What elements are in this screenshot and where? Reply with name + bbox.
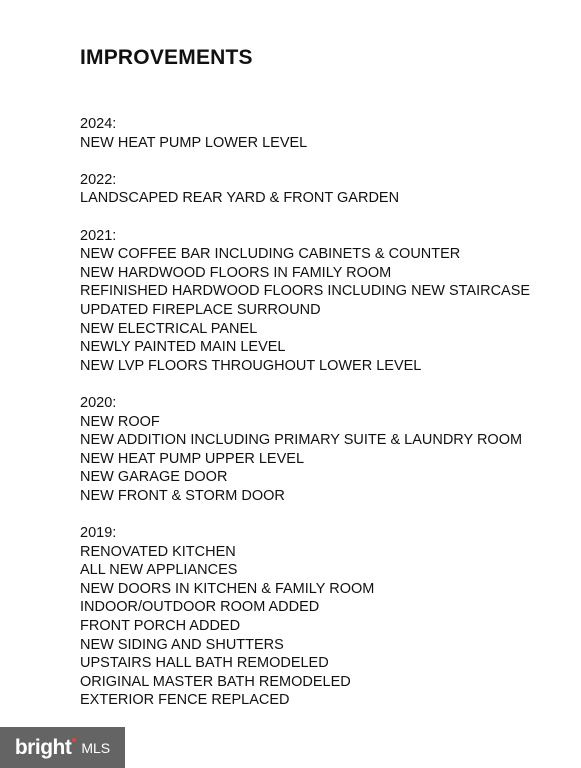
improvement-item: NEW HARDWOOD FLOORS IN FAMILY ROOM xyxy=(80,264,392,281)
bright-mls-watermark xyxy=(0,727,125,768)
year-heading: 2019: xyxy=(80,525,117,542)
improvement-item: NEW SIDING AND SHUTTERS xyxy=(80,636,284,653)
improvements-list xyxy=(80,115,560,729)
watermark-brand: bright xyxy=(14,735,72,759)
improvement-item: UPSTAIRS HALL BATH REMODELED xyxy=(80,655,329,672)
improvement-item: RENOVATED KITCHEN xyxy=(80,543,236,560)
year-section-2022 xyxy=(80,171,560,208)
improvement-item: FRONT PORCH ADDED xyxy=(80,618,241,635)
improvement-item: NEW GARAGE DOOR xyxy=(80,469,228,486)
year-heading: 2020: xyxy=(80,394,117,411)
improvement-item: LANDSCAPED REAR YARD & FRONT GARDEN xyxy=(80,190,400,207)
year-section-2020 xyxy=(80,394,560,506)
improvement-item: ALL NEW APPLIANCES xyxy=(80,562,238,579)
year-heading: 2024: xyxy=(80,116,117,132)
year-section-2021 xyxy=(80,227,560,376)
page-title: IMPROVEMENTS xyxy=(80,46,253,69)
year-heading: 2021: xyxy=(80,227,117,244)
year-section-2024 xyxy=(80,115,560,152)
improvement-item: NEW HEAT PUMP LOWER LEVEL xyxy=(80,134,308,151)
improvement-item: ORIGINAL MASTER BATH REMODELED xyxy=(80,673,351,690)
improvement-item: NEW LVP FLOORS THROUGHOUT LOWER LEVEL xyxy=(80,357,422,374)
improvement-item: NEW ROOF xyxy=(80,413,160,430)
watermark-dot-icon xyxy=(72,738,76,742)
improvement-item: NEW COFFEE BAR INCLUDING CABINETS & COUNTER xyxy=(80,246,461,263)
improvement-item: REFINISHED HARDWOOD FLOORS INCLUDING NEW STAIRCASE xyxy=(80,283,531,300)
improvement-item: UPDATED FIREPLACE SURROUND xyxy=(80,301,321,318)
improvement-item: NEW DOORS IN KITCHEN & FAMILY ROOM xyxy=(80,580,375,597)
improvement-item: NEWLY PAINTED MAIN LEVEL xyxy=(80,339,286,356)
improvement-item: NEW ADDITION INCLUDING PRIMARY SUITE & LAUNDRY ROOM xyxy=(80,432,523,449)
watermark-sub: MLS xyxy=(81,739,111,756)
year-heading: 2022: xyxy=(80,171,117,188)
improvement-item: EXTERIOR FENCE REPLACED xyxy=(80,692,290,709)
improvement-item: NEW FRONT & STORM DOOR xyxy=(80,487,285,504)
improvement-item: NEW ELECTRICAL PANEL xyxy=(80,320,258,337)
improvement-item: INDOOR/OUTDOOR ROOM ADDED xyxy=(80,599,320,616)
improvement-item: NEW HEAT PUMP UPPER LEVEL xyxy=(80,450,305,467)
year-section-2019 xyxy=(80,524,560,710)
